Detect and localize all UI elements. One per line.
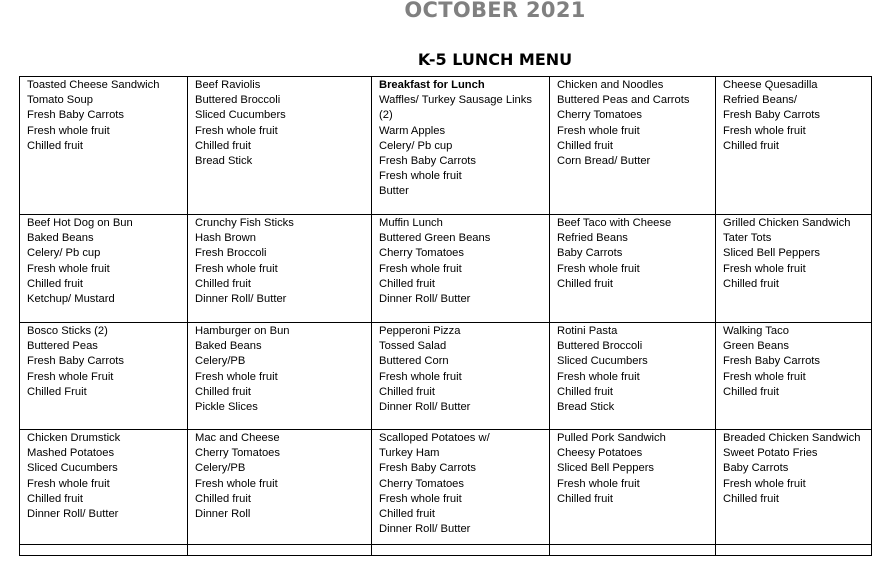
menu-item: Ketchup/ Mustard xyxy=(27,293,115,306)
menu-item: Waffles/ Turkey Sausage Links xyxy=(379,94,532,107)
menu-item: Green Beans xyxy=(723,340,789,353)
day-cell xyxy=(716,215,872,323)
menu-item: Fresh whole fruit xyxy=(379,262,462,275)
day-cell xyxy=(372,215,550,323)
menu-item: Pickle Slices xyxy=(195,401,258,414)
menu-item: Fresh Baby Carrots xyxy=(723,109,820,122)
menu-item: Beef Raviolis xyxy=(195,79,261,91)
menu-item: Cheesy Potatoes xyxy=(557,447,643,460)
menu-item: Dinner Roll/ Butter xyxy=(379,523,471,536)
menu-item: Buttered Peas and Carrots xyxy=(557,94,690,107)
menu-item: Bread Stick xyxy=(557,401,615,414)
day-cell xyxy=(550,215,716,323)
menu-item: Bosco Sticks (2) xyxy=(27,325,108,337)
week-row xyxy=(20,323,872,430)
menu-item: Celery/PB xyxy=(195,462,246,475)
menu-item: Fresh whole fruit xyxy=(195,477,278,490)
menu-item: Chilled fruit xyxy=(723,139,779,152)
menu-item: Celery/ Pb cup xyxy=(27,247,101,260)
empty-row xyxy=(20,545,872,556)
day-cell xyxy=(188,215,372,323)
menu-item: Walking Taco xyxy=(723,325,789,337)
menu-item: Fresh whole fruit xyxy=(557,477,640,490)
menu-item: Cherry Tomatoes xyxy=(379,247,464,260)
menu-item: Fresh whole Fruit xyxy=(27,370,114,383)
empty-cell xyxy=(20,545,188,556)
day-cell xyxy=(20,77,188,215)
menu-item: (2) xyxy=(379,109,393,122)
menu-item: Baked Beans xyxy=(27,232,94,245)
day-cell xyxy=(20,323,188,430)
menu-item: Fresh whole fruit xyxy=(379,170,462,183)
menu-item: Fresh whole fruit xyxy=(723,370,806,383)
menu-item: Fresh Baby Carrots xyxy=(27,109,124,122)
menu-item: Buttered Broccoli xyxy=(557,340,643,353)
menu-item: Cherry Tomatoes xyxy=(195,447,280,460)
menu-item: Tater Tots xyxy=(723,232,772,245)
menu-item: Dinner Roll/ Butter xyxy=(195,293,287,306)
menu-item: Chilled fruit xyxy=(195,277,251,290)
day-cell xyxy=(550,430,716,545)
menu-item: Chilled fruit xyxy=(557,385,613,398)
day-cell xyxy=(716,77,872,215)
empty-cell xyxy=(550,545,716,556)
menu-item: Dinner Roll/ Butter xyxy=(379,293,471,306)
day-cell xyxy=(550,77,716,215)
menu-item: Fresh Baby Carrots xyxy=(379,155,476,168)
menu-item: Buttered Broccoli xyxy=(195,94,281,107)
menu-item: Crunchy Fish Sticks xyxy=(195,217,294,229)
menu-item: Toasted Cheese Sandwich xyxy=(27,79,160,91)
menu-item: Chilled fruit xyxy=(27,139,83,152)
day-cell xyxy=(188,77,372,215)
menu-item: Buttered Green Beans xyxy=(379,232,491,245)
menu-item: Celery/ Pb cup xyxy=(379,139,453,152)
menu-item: Chicken Drumstick xyxy=(27,432,121,444)
menu-item: Chilled fruit xyxy=(557,492,613,505)
day-cell xyxy=(372,323,550,430)
menu-item: Refried Beans/ xyxy=(723,94,798,107)
menu-item: Warm Apples xyxy=(379,124,446,137)
menu-item: Fresh Baby Carrots xyxy=(379,462,476,475)
menu-item: Beef Hot Dog on Bun xyxy=(27,217,133,229)
lunch-menu-table xyxy=(19,76,872,556)
menu-item: Mashed Potatoes xyxy=(27,447,115,460)
week-row xyxy=(20,215,872,323)
menu-item: Sliced Bell Peppers xyxy=(723,247,821,260)
menu-item: Fresh whole fruit xyxy=(723,477,806,490)
menu-item: Chicken and Noodles xyxy=(557,79,664,91)
menu-item: Chilled fruit xyxy=(195,385,251,398)
menu-item: Chilled fruit xyxy=(379,385,435,398)
menu-item: Chilled fruit xyxy=(723,277,779,290)
menu-item: Cheese Quesadilla xyxy=(723,79,818,91)
menu-title: K-5 LUNCH MENU xyxy=(417,50,573,69)
menu-item: Tossed Salad xyxy=(379,340,447,353)
menu-item: Dinner Roll/ Butter xyxy=(27,508,119,521)
menu-item: Cherry Tomatoes xyxy=(379,477,464,490)
menu-item: Fresh whole fruit xyxy=(557,370,640,383)
menu-item: Cherry Tomatoes xyxy=(557,109,642,122)
menu-item: Muffin Lunch xyxy=(379,217,443,229)
day-heading: Breakfast for Lunch xyxy=(379,79,485,91)
menu-item: Chilled fruit xyxy=(723,385,779,398)
menu-item: Chilled fruit xyxy=(27,277,83,290)
menu-item: Chilled fruit xyxy=(379,508,435,521)
day-cell xyxy=(372,77,550,215)
day-cell xyxy=(188,323,372,430)
month-title: OCTOBER 2021 xyxy=(404,0,586,22)
menu-item: Fresh whole fruit xyxy=(27,477,110,490)
menu-item: Tomato Soup xyxy=(27,94,93,107)
menu-item: Turkey Ham xyxy=(379,447,440,460)
menu-item: Chilled fruit xyxy=(27,492,83,505)
day-cell xyxy=(550,323,716,430)
menu-item: Rotini Pasta xyxy=(557,325,618,337)
day-cell xyxy=(20,215,188,323)
menu-item: Chilled fruit xyxy=(195,492,251,505)
menu-item: Corn Bread/ Butter xyxy=(557,155,651,168)
menu-item: Fresh whole fruit xyxy=(27,262,110,275)
empty-cell xyxy=(188,545,372,556)
menu-item: Sweet Potato Fries xyxy=(723,447,818,460)
menu-item: Fresh whole fruit xyxy=(557,124,640,137)
menu-item: Fresh whole fruit xyxy=(195,370,278,383)
menu-item: Chilled fruit xyxy=(379,277,435,290)
menu-item: Fresh Broccoli xyxy=(195,247,267,260)
week-row xyxy=(20,430,872,545)
day-cell xyxy=(20,430,188,545)
menu-item: Hash Brown xyxy=(195,232,256,245)
menu-item: Mac and Cheese xyxy=(195,432,280,444)
week-row xyxy=(20,77,872,215)
menu-item: Chilled Fruit xyxy=(27,385,87,398)
menu-item: Baby Carrots xyxy=(723,462,789,475)
menu-item: Fresh whole fruit xyxy=(723,262,806,275)
day-cell xyxy=(716,323,872,430)
day-cell xyxy=(188,430,372,545)
menu-item: Fresh whole fruit xyxy=(195,124,278,137)
menu-item: Grilled Chicken Sandwich xyxy=(723,217,851,229)
menu-item: Scalloped Potatoes w/ xyxy=(379,432,490,444)
empty-cell xyxy=(716,545,872,556)
menu-item: Bread Stick xyxy=(195,155,253,168)
menu-item: Hamburger on Bun xyxy=(195,325,290,337)
menu-item: Fresh Baby Carrots xyxy=(723,355,820,368)
menu-item: Chilled fruit xyxy=(557,139,613,152)
menu-item: Chilled fruit xyxy=(723,492,779,505)
menu-item: Pepperoni Pizza xyxy=(379,325,461,337)
menu-item: Fresh whole fruit xyxy=(723,124,806,137)
menu-item: Fresh whole fruit xyxy=(557,262,640,275)
menu-item: Fresh Baby Carrots xyxy=(27,355,124,368)
menu-item: Sliced Cucumbers xyxy=(27,462,118,475)
menu-item: Baby Carrots xyxy=(557,247,623,260)
menu-item: Pulled Pork Sandwich xyxy=(557,432,666,444)
menu-item: Breaded Chicken Sandwich xyxy=(723,432,861,444)
empty-cell xyxy=(372,545,550,556)
menu-item: Chilled fruit xyxy=(557,277,613,290)
menu-item: Sliced Bell Peppers xyxy=(557,462,655,475)
menu-item: Chilled fruit xyxy=(195,139,251,152)
menu-item: Fresh whole fruit xyxy=(195,262,278,275)
menu-item: Refried Beans xyxy=(557,232,628,245)
menu-item: Buttered Corn xyxy=(379,355,449,368)
menu-item: Beef Taco with Cheese xyxy=(557,217,672,229)
day-cell xyxy=(372,430,550,545)
menu-item: Dinner Roll/ Butter xyxy=(379,401,471,414)
menu-item: Sliced Cucumbers xyxy=(557,355,648,368)
day-cell xyxy=(716,430,872,545)
menu-item: Fresh whole fruit xyxy=(379,370,462,383)
menu-item: Buttered Peas xyxy=(27,340,98,353)
menu-item: Celery/PB xyxy=(195,355,246,368)
menu-item: Sliced Cucumbers xyxy=(195,109,286,122)
menu-item: Dinner Roll xyxy=(195,508,251,521)
menu-item: Fresh whole fruit xyxy=(27,124,110,137)
menu-item: Fresh whole fruit xyxy=(379,492,462,505)
menu-item: Baked Beans xyxy=(195,340,262,353)
menu-item: Butter xyxy=(379,185,409,198)
